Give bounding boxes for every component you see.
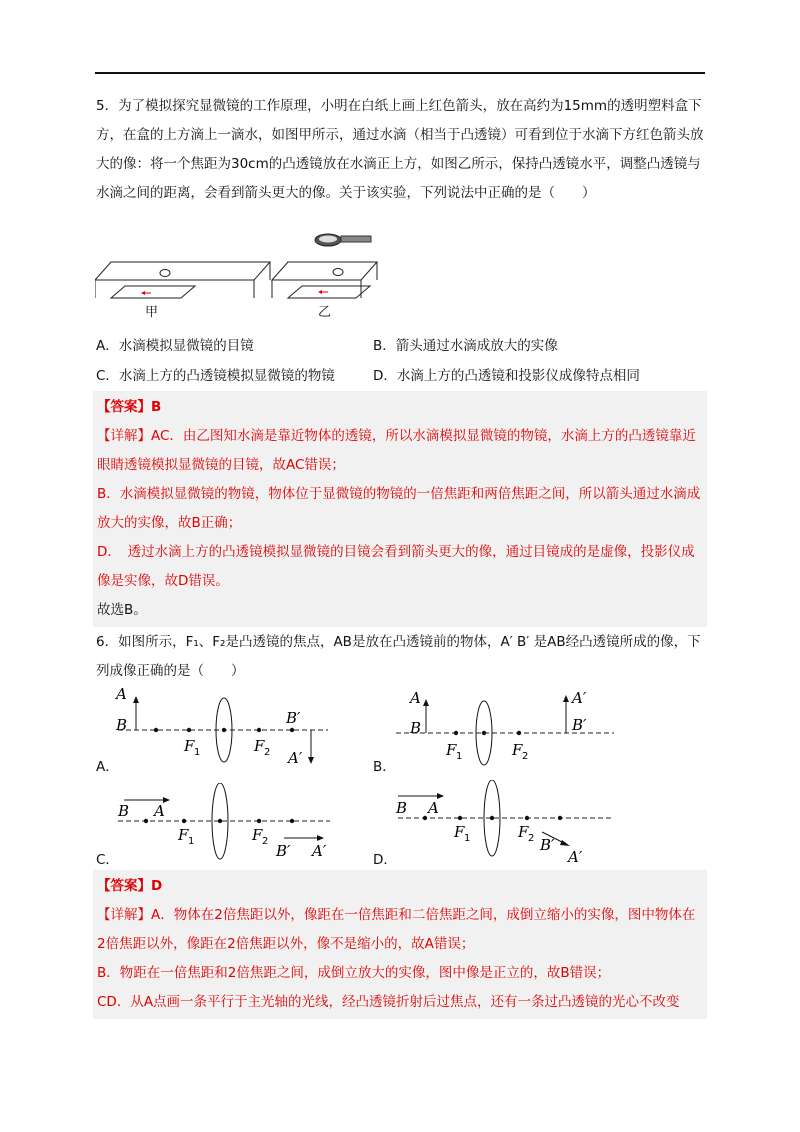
header-rule [95,72,705,74]
diagram-a [96,683,346,768]
svg-text:F: F [184,737,195,755]
svg-text:2: 2 [528,833,535,844]
svg-text:B: B [396,799,408,817]
svg-text:B′: B′ [572,716,587,734]
q5-option-a: A．水滴模拟显微镜的目镜 [96,338,254,354]
svg-text:F: F [178,826,189,844]
svg-text:1: 1 [188,836,195,847]
svg-text:A′: A′ [312,842,327,860]
svg-text:B′: B′ [286,709,301,727]
q5-detail-3: D． 透过水滴上方的凸透镜模拟显微镜的目镜会看到箭头更大的像，通过目镜成的是虚像，投影仪成像是实像，故D错误。 [97,544,695,589]
svg-text:F: F [518,823,529,841]
q6-option-c: C． [96,852,119,868]
svg-text:A: A [116,685,127,703]
figure-label-jia: 甲 [145,305,159,320]
svg-text:B: B [410,719,422,737]
diagram-b [392,683,632,768]
q5-answer: 【答案】B [97,399,162,415]
q6-detail-1: 【详解】A．物体在2倍焦距以外，像距在一倍焦距和二倍焦距之间，成倒立缩小的实像，图中物体在2倍焦距以外，像距在2倍焦距以外，像不是缩小的，故A错误； [97,907,696,952]
diagram-d [392,780,632,865]
q6-answer-block [93,870,707,1019]
box-yi [272,262,377,298]
q5-detail-4: 故选B。 [97,602,147,618]
box-jia [95,262,270,298]
q5-answer-block [93,391,707,627]
svg-text:1: 1 [194,747,201,758]
question-5-text: 5．为了模拟探究显微镜的工作原理，小明在白纸上画上红色箭头，放在高约为15mm的透明塑料盒下方，在盒的上方滴上一滴水，如图甲所示，通过水滴（相当于凸透镜）可看到位于水滴下方红色箭头放大的像：将一个焦距为30cm的凸透镜放在水滴正上方，如图乙所示，保持凸透镜水平，调整凸透镜与水滴之间的距离，会看到箭头更大的像。关于该实验，下列说法中正确的是（ ） [96,98,704,201]
q5-detail-1: 【详解】AC．由乙图知水滴是靠近物体的透镜，所以水滴模拟显微镜的物镜，水滴上方的凸透镜靠近眼睛透镜模拟显微镜的目镜，故AC错误； [97,428,696,473]
svg-text:1: 1 [456,751,463,762]
svg-text:2: 2 [262,836,269,847]
svg-text:A: A [410,689,421,707]
svg-text:A′: A′ [288,749,303,767]
q6-detail-3: CD．从A点画一条平行于主光轴的光线，经凸透镜折射后过焦点，还有一条过凸透镜的光心不改变 [97,994,680,1010]
magnifier-icon [315,234,371,246]
svg-text:B: B [118,802,130,820]
svg-text:F: F [446,741,457,759]
svg-text:F: F [454,823,465,841]
svg-text:F: F [254,737,265,755]
svg-text:A: A [154,802,165,820]
q5-option-d: D．水滴上方的凸透镜和投影仪成像特点相同 [373,368,640,384]
figure-label-yi: 乙 [318,305,332,320]
q6-answer: 【答案】D [97,878,163,894]
diagram-c [96,783,346,868]
q5-option-c: C．水滴上方的凸透镜模拟显微镜的物镜 [96,368,335,384]
svg-text:F: F [512,741,523,759]
question-6-text: 6．如图所示，F₁、F₂是凸透镜的焦点，AB是放在凸透镜前的物体，A′ B′ 是AB经凸透镜所成的像，下列成像正确的是（ ） [96,634,701,679]
svg-text:B′: B′ [276,842,291,860]
q5-detail-2: B．水滴模拟显微镜的物镜，物体位于显微镜的物镜的一倍焦距和两倍焦距之间，所以箭头通过水滴成放大的实像，故B正确； [97,486,701,531]
svg-text:A′: A′ [568,848,583,865]
svg-text:B: B [116,716,128,734]
svg-text:F: F [252,826,263,844]
q5-option-b: B．箭头通过水滴成放大的实像 [373,338,558,354]
svg-text:2: 2 [522,751,529,762]
q6-option-a: A． [96,759,119,775]
svg-text:1: 1 [464,833,471,844]
svg-text:B′: B′ [540,836,555,854]
svg-text:A: A [428,799,439,817]
svg-text:2: 2 [264,747,271,758]
q6-detail-2: B．物距在一倍焦距和2倍焦距之间，成倒立放大的实像，图中像是正立的，故B错误； [97,965,611,981]
q6-option-d: D． [373,852,397,868]
q6-option-b: B． [373,759,396,775]
q5-figure [95,228,395,324]
svg-text:A′: A′ [572,689,587,707]
